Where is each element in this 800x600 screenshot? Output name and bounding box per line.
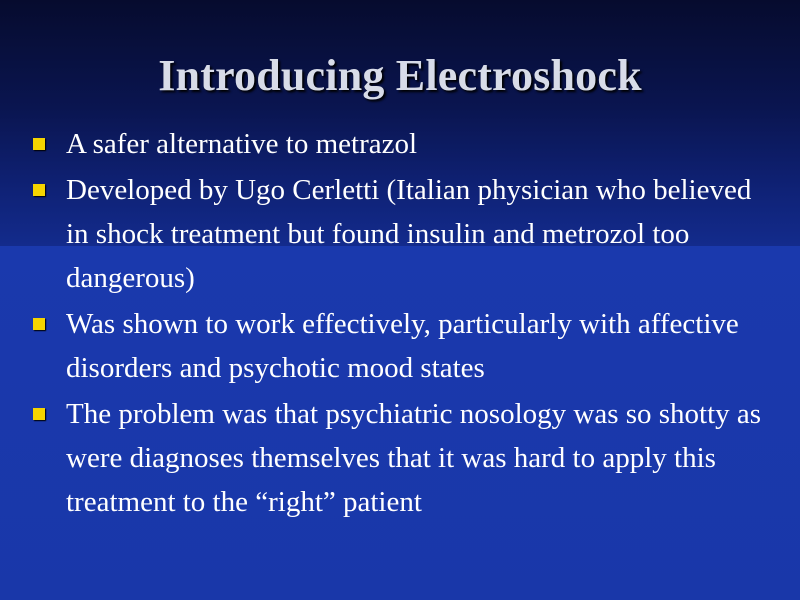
- square-bullet-icon: [33, 318, 45, 330]
- bullet-item: [30, 302, 780, 390]
- square-bullet-icon: [33, 184, 45, 196]
- bullet-list: [30, 122, 780, 526]
- bullet-item: [30, 168, 780, 300]
- square-bullet-icon: [33, 408, 45, 420]
- bullet-text: Developed by Ugo Cerletti (Italian physician who believed in shock treatment but found insulin and metrozol too dangerous): [66, 174, 752, 294]
- bullet-item: [30, 122, 780, 166]
- square-bullet-icon: [33, 138, 45, 150]
- slide-title: Introducing Electroshock: [158, 51, 642, 100]
- bullet-item: [30, 392, 780, 524]
- bullet-text: A safer alternative to metrazol: [66, 128, 418, 160]
- bullet-text: The problem was that psychiatric nosology was so shotty as were diagnoses themselves that it was hard to apply this treatment to the “right” patient: [66, 398, 762, 518]
- bullet-text: Was shown to work effectively, particularly with affective disorders and psychotic mood states: [66, 308, 739, 384]
